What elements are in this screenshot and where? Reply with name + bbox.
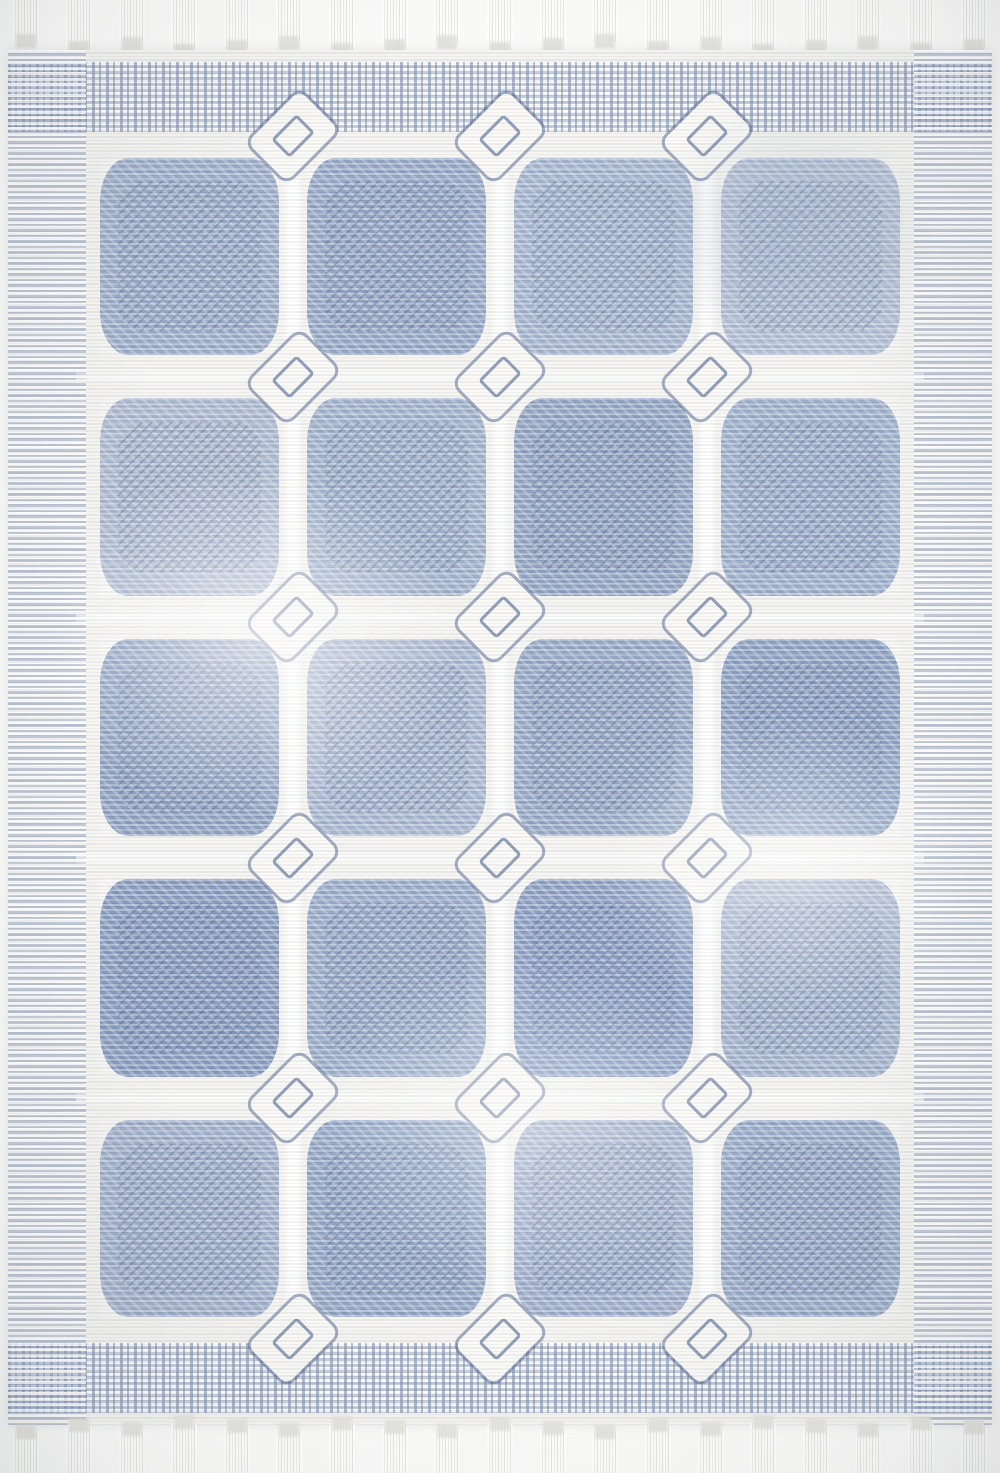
- diamond-motif-core: [271, 114, 315, 158]
- fringe-tassel: [119, 1424, 145, 1473]
- diamond-motif-core: [478, 114, 522, 158]
- fringe-tassel: [961, 1422, 987, 1473]
- diamond-motif-core: [271, 836, 315, 880]
- fringe-tassel: [908, 0, 934, 55]
- fringe-tassel: [224, 1421, 250, 1473]
- fringe-tassel: [908, 1418, 934, 1473]
- fringe-tassel: [224, 0, 250, 52]
- rug-tile: [86, 617, 293, 858]
- fringe-tassel: [961, 0, 987, 51]
- diamond-motif-core: [271, 595, 315, 639]
- diamond-motif-core: [685, 1076, 729, 1120]
- rug-tile-fill: [514, 398, 692, 595]
- lattice-vertical-line: [283, 126, 303, 1349]
- rug-tile-fill: [100, 158, 278, 355]
- rug-tile: [293, 617, 500, 858]
- fringe-tassel: [645, 1420, 671, 1473]
- diamond-motif-core: [478, 1076, 522, 1120]
- rug-tile: [293, 858, 500, 1099]
- fringe-tassel: [382, 0, 408, 51]
- fringe-tassel: [540, 0, 566, 50]
- fringe-tassel: [382, 1422, 408, 1473]
- fringe-tassel: [66, 0, 92, 53]
- lattice-vertical-line: [697, 126, 717, 1349]
- diamond-motif-core: [478, 595, 522, 639]
- rug-tile-fill: [721, 639, 899, 836]
- rug-tile-fill: [307, 639, 485, 836]
- fringe-tassel: [750, 0, 776, 56]
- rug-tile: [293, 136, 500, 377]
- left-border-band: [8, 50, 86, 1425]
- rug-tile: [707, 858, 914, 1099]
- fringe-tassel: [276, 0, 302, 48]
- rug-tile-fill: [514, 639, 692, 836]
- fringe-tassel: [66, 1420, 92, 1473]
- rug-tile-fill: [100, 1120, 278, 1317]
- diamond-motif-core: [685, 595, 729, 639]
- rug-tile-fill: [514, 879, 692, 1076]
- rug-tile-fill: [721, 158, 899, 355]
- rug-tile-fill: [514, 158, 692, 355]
- fringe-tassel: [434, 1426, 460, 1473]
- fringe-tassel: [487, 1419, 513, 1473]
- fringe-tassel: [276, 1425, 302, 1473]
- rug-tile: [500, 617, 707, 858]
- fringe-tassel: [171, 0, 197, 56]
- rug-tile-fill: [100, 639, 278, 836]
- fringe-tassel: [803, 0, 829, 52]
- rug-body: [8, 50, 992, 1425]
- fringe-tassel: [487, 0, 513, 54]
- diamond-motif-core: [478, 355, 522, 399]
- fringe-tassel: [13, 1427, 39, 1473]
- rug-tile: [707, 377, 914, 618]
- diamond-motif-core: [685, 355, 729, 399]
- diamond-motif-core: [271, 1317, 315, 1361]
- lattice-vertical-line: [490, 126, 510, 1349]
- rug-tile: [500, 858, 707, 1099]
- rug-tile: [707, 617, 914, 858]
- diamond-motif-core: [685, 836, 729, 880]
- fringe-tassel: [171, 1417, 197, 1473]
- rug-tile-fill: [721, 398, 899, 595]
- rug-tile: [86, 1098, 293, 1339]
- rug-tile: [293, 1098, 500, 1339]
- fringe-tassel: [698, 0, 724, 49]
- fringe-tassel: [855, 1425, 881, 1473]
- fringe-tassel: [592, 0, 618, 46]
- rug-tile: [500, 136, 707, 377]
- rug-tile-fill: [307, 158, 485, 355]
- diamond-motif-core: [271, 355, 315, 399]
- bottom-fringe: [0, 1411, 1000, 1473]
- fringe-tassel: [803, 1421, 829, 1473]
- right-border-band: [914, 50, 992, 1425]
- fringe-tassel: [698, 1424, 724, 1473]
- fringe-tassel: [434, 0, 460, 47]
- fringe-tassel: [329, 0, 355, 55]
- rug-tile: [500, 377, 707, 618]
- rug-tile-fill: [514, 1120, 692, 1317]
- fringe-tassel: [540, 1423, 566, 1473]
- fringe-tassel: [329, 1418, 355, 1473]
- fringe-tassel: [592, 1427, 618, 1473]
- rug-tile-fill: [100, 398, 278, 595]
- rug-tile-fill: [100, 879, 278, 1076]
- rug-tile-fill: [721, 879, 899, 1076]
- rug-tile: [707, 1098, 914, 1339]
- rug-tile-fill: [307, 398, 485, 595]
- fringe-tassel: [13, 0, 39, 46]
- rug-tile: [500, 1098, 707, 1339]
- fringe-tassel: [119, 0, 145, 49]
- diamond-motif-core: [271, 1076, 315, 1120]
- diamond-motif-core: [478, 836, 522, 880]
- rug-center-field: [86, 136, 914, 1339]
- rug-tile: [707, 136, 914, 377]
- rug-tile: [86, 136, 293, 377]
- fringe-tassel: [645, 0, 671, 53]
- rug-tile-fill: [721, 1120, 899, 1317]
- diamond-motif-core: [685, 114, 729, 158]
- rug-tile-fill: [307, 1120, 485, 1317]
- rug-tile-fill: [307, 879, 485, 1076]
- diamond-motif-core: [478, 1317, 522, 1361]
- rug-tile: [86, 377, 293, 618]
- fringe-tassel: [750, 1417, 776, 1473]
- rug-tile: [293, 377, 500, 618]
- diamond-motif-core: [685, 1317, 729, 1361]
- rug-tile: [86, 858, 293, 1099]
- fringe-tassel: [855, 0, 881, 48]
